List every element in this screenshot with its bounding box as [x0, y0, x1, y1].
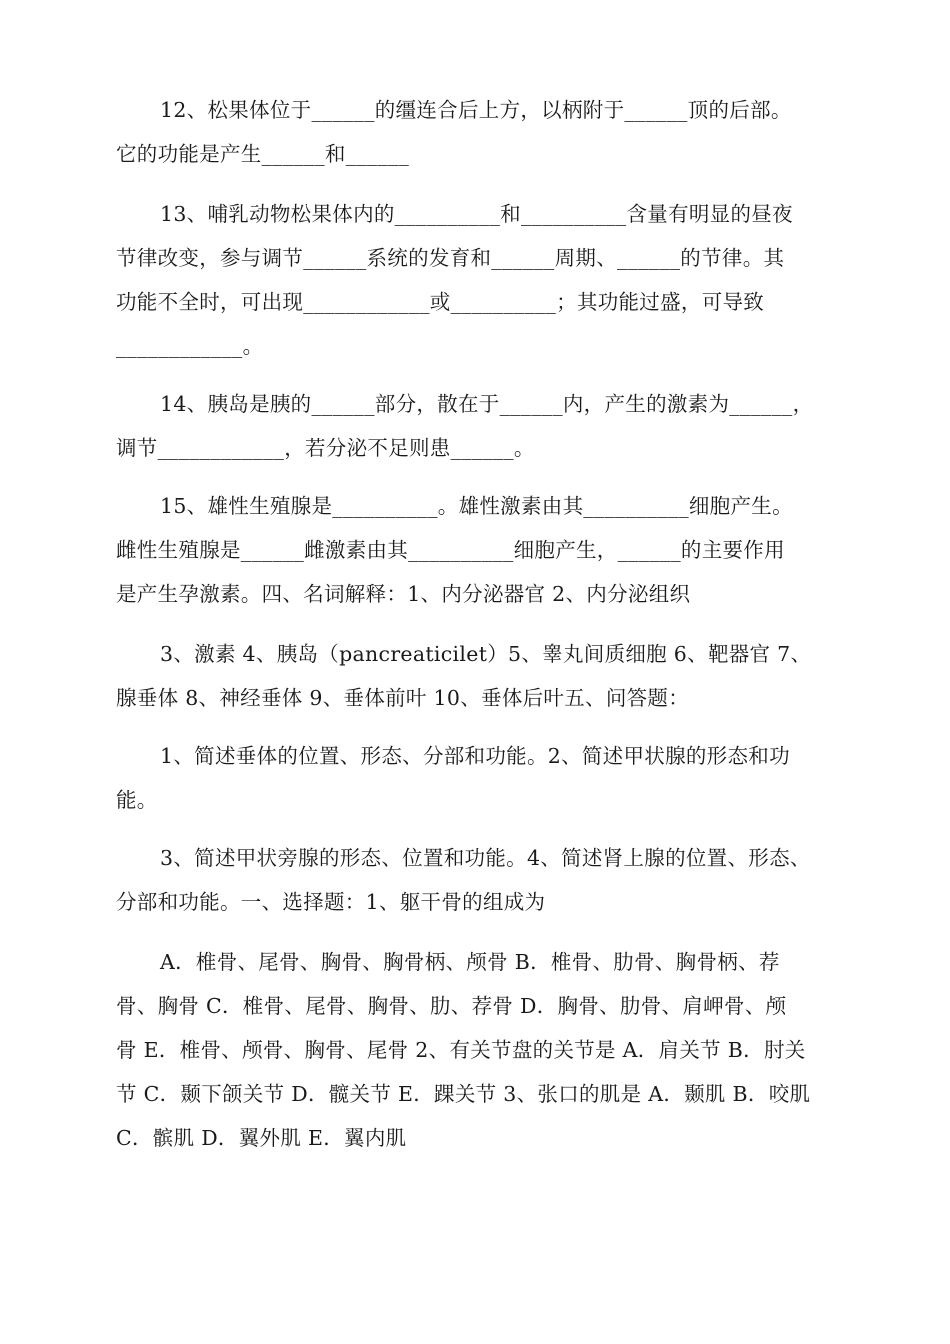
multiple-choice-paragraph [116, 940, 836, 1160]
short-answer-paragraph-2 [116, 836, 836, 924]
text-line: 节律改变，参与调节______系统的发育和______周期、______的节律。其 [116, 246, 785, 270]
text-line: 15、雄性生殖腺是__________。雄性激素由其__________细胞产生。 [160, 494, 793, 518]
text-line: 是产生孕激素。四、名词解释：1、内分泌器官 2、内分泌组织 [116, 582, 691, 606]
text-line: C．髌肌 D．翼外肌 E．翼内肌 [116, 1126, 407, 1150]
text-line: ____________。 [116, 334, 264, 358]
question-15-paragraph [116, 484, 836, 616]
short-answer-paragraph-1 [116, 734, 836, 822]
text-line: 骨 E．椎骨、颅骨、胸骨、尾骨 2、有关节盘的关节是 A．肩关节 B．肘关 [116, 1038, 806, 1062]
text-line: 骨、胸骨 C．椎骨、尾骨、胸骨、肋、荐骨 D．胸骨、肋骨、肩岬骨、颅 [116, 994, 787, 1018]
text-line: 3、简述甲状旁腺的形态、位置和功能。4、简述肾上腺的位置、形态、 [160, 846, 811, 870]
text-line: 腺垂体 8、神经垂体 9、垂体前叶 10、垂体后叶五、问答题： [116, 686, 690, 710]
text-line: 14、胰岛是胰的______部分，散在于______内，产生的激素为______， [160, 392, 814, 416]
text-line: 12、松果体位于______的缰连合后上方，以柄附于______顶的后部。 [160, 98, 792, 122]
question-12-paragraph [116, 88, 836, 176]
text-line: 1、简述垂体的位置、形态、分部和功能。2、简述甲状腺的形态和功 [160, 744, 790, 768]
text-line: 雌性生殖腺是______雌激素由其__________细胞产生，______的主要作用 [116, 538, 785, 562]
question-13-paragraph [116, 192, 836, 368]
text-line: 它的功能是产生______和______ [116, 142, 409, 166]
text-line: 13、哺乳动物松果体内的__________和__________含量有明显的昼夜 [160, 202, 793, 226]
text-line: 能。 [116, 788, 158, 812]
text-line: 节 C．颞下颌关节 D．髋关节 E．踝关节 3、张口的肌是 A．颞肌 B．咬肌 [116, 1082, 811, 1106]
text-line: 功能不全时，可出现____________或__________；其功能过盛，可导致 [116, 290, 765, 314]
text-line: 调节____________，若分泌不足则患______。 [116, 436, 535, 460]
term-definition-paragraph [116, 632, 836, 720]
question-14-paragraph [116, 382, 836, 470]
text-line: 分部和功能。一、选择题：1、躯干骨的组成为 [116, 890, 546, 914]
text-line: A．椎骨、尾骨、胸骨、胸骨柄、颅骨 B．椎骨、肋骨、胸骨柄、荐 [160, 950, 780, 974]
text-line: 3、激素 4、胰岛（pancreaticilet）5、睾丸间质细胞 6、靶器官 7、 [160, 642, 812, 666]
